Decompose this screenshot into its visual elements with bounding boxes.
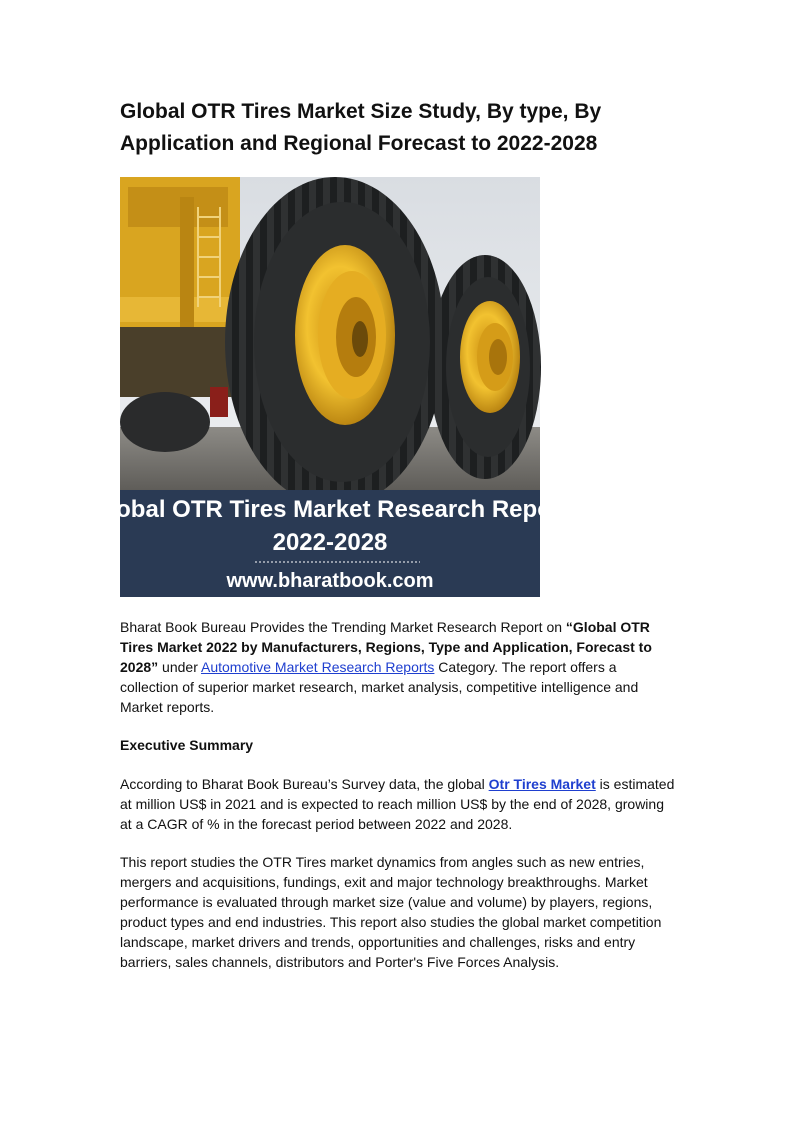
summary-text-1: According to Bharat Book Bureau’s Survey data, the global	[120, 776, 489, 792]
executive-summary-heading: Executive Summary	[120, 737, 254, 753]
intro-text-3: Category. The report offers a collection of superior market research, market analysis, competitive intelligence and Market reports.	[120, 659, 639, 715]
intro-text-2: under	[158, 659, 201, 675]
banner-heading-line2: 2022-2028	[272, 529, 388, 556]
otr-tires-market-link[interactable]: Otr Tires Market	[488, 776, 596, 792]
intro-text-1: Bharat Book Bureau Provides the Trending Market Research Report on	[120, 619, 566, 635]
banner-website: www.bharatbook.com	[226, 570, 434, 592]
summary-paragraph	[120, 774, 676, 834]
hero-image	[90, 177, 570, 597]
banner-heading-line1: Global OTR Tires Market Research Report	[90, 496, 570, 523]
intro-report-title: “Global OTR Tires Market 2022 by Manufacturers, Regions, Type and Application, Forecast to 2028”	[120, 619, 652, 675]
document-title: Global OTR Tires Market Size Study, By type, By Application and Regional Forecast to 2022-2028	[120, 100, 602, 155]
summary-text-2: is estimated at million US$ in 2021 and is expected to reach million US$ by the end of 2028, growing at a CAGR of % in the forecast period between 2022 and 2028.	[120, 776, 675, 832]
automotive-reports-link[interactable]: Automotive Market Research Reports	[200, 659, 435, 675]
dynamics-paragraph: This report studies the OTR Tires market dynamics from angles such as new entries, mergers and acquisitions, fundings, exit and major technology breakthroughs. Market performance is evaluated through market size (value and volume) by players, regions, product types and end industries. This report also studies the global market competition landscape, market drivers and trends, opportunities and challenges, risks and entry barriers, sales channels, distributors and Porter's Five Forces Analysis.	[120, 854, 662, 970]
intro-paragraph	[120, 617, 676, 717]
